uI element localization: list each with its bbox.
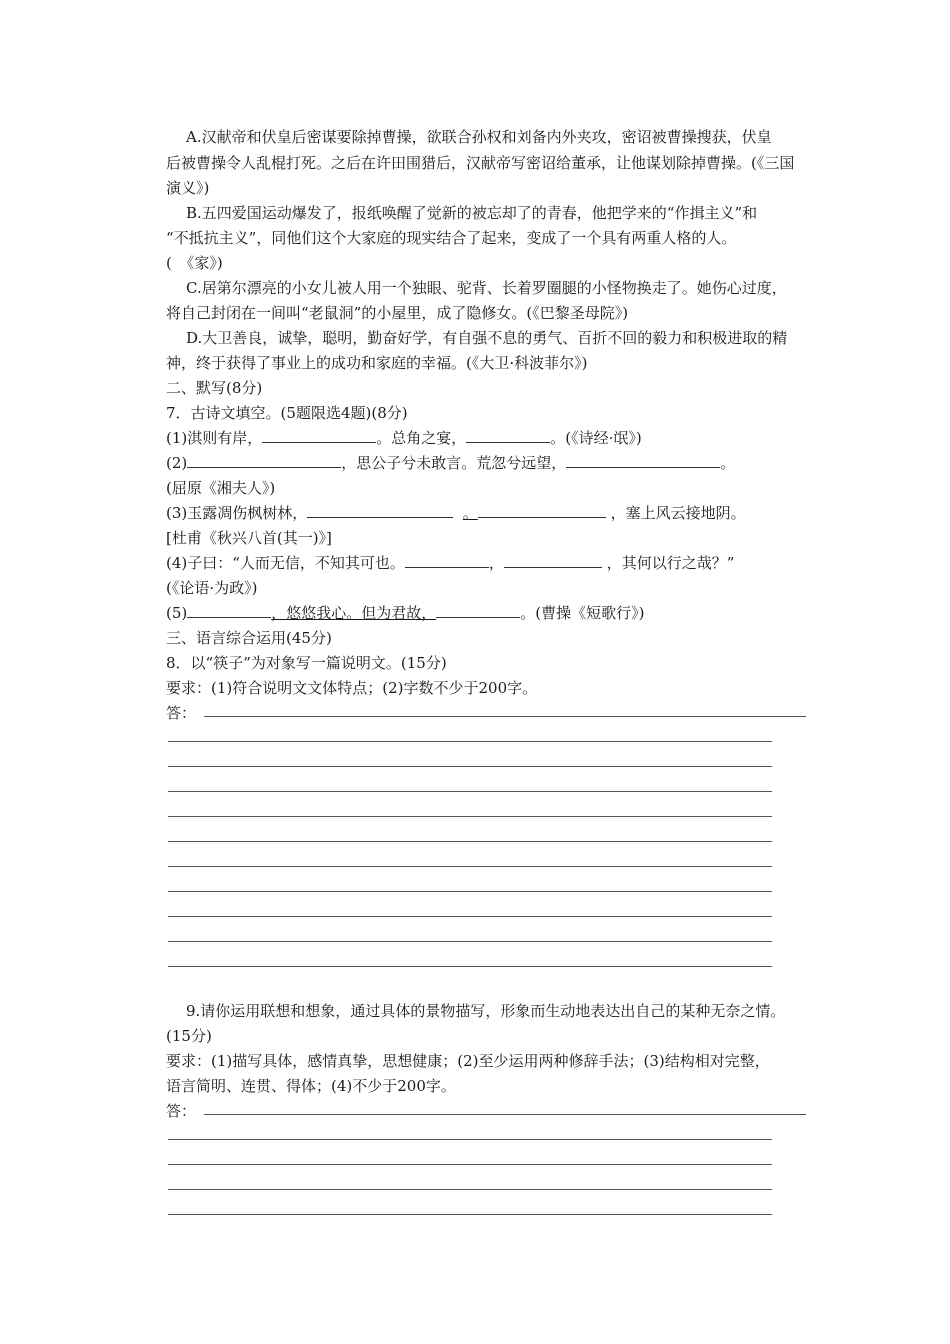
answer-line[interactable] [168, 891, 772, 892]
option-b-line1: B.五四爱国运动爆发了，报纸唤醒了觉新的被忘却了的青春，他把学来的“作揖主义”和 [186, 204, 758, 222]
question-9-req-line2: 语言简明、连贯、得体；(4)不少于200字。 [166, 1077, 456, 1095]
item4-part-b: ， [488, 554, 504, 572]
answer-line[interactable] [168, 841, 772, 842]
item1-part-a: (1)淇则有岸， [166, 429, 263, 447]
item2-part-b: ，思公子兮未敢言。荒忽兮远望， [341, 454, 567, 472]
answer-line[interactable] [168, 1164, 772, 1165]
answer-line[interactable] [168, 866, 772, 867]
item5-part-c: 。(曹操《短歌行》) [520, 604, 645, 622]
poem-item-5 [166, 602, 644, 624]
poem-item-2 [166, 452, 735, 474]
answer-line[interactable] [168, 791, 772, 792]
option-b-line3: ( 《家》) [166, 254, 223, 272]
section2-heading: 二、默写(8分) [166, 379, 263, 397]
question-8: 8．以“筷子”为对象写一篇说明文。(15分) [166, 654, 447, 672]
answer-label-8: 答： [166, 704, 197, 722]
option-a-line2: 后被曹操令人乱棍打死。之后在许田围猎后，汉献帝写密诏给董承，让他谋划除掉曹操。(《三国 [166, 154, 795, 172]
option-c-line2: 将自己封闭在一间叫“老鼠洞”的小屋里，成了隐修女。(《巴黎圣母院》) [166, 304, 629, 322]
option-d-line1: D.大卫善良，诚挚，聪明，勤奋好学，有自强不息的勇气、百折不回的毅力和积极进取的精 [186, 329, 788, 347]
item2-part-a: (2) [166, 454, 188, 472]
option-d-line2: 神，终于获得了事业上的成功和家庭的幸福。(《大卫·科波菲尔》) [166, 354, 588, 372]
blank-field[interactable] [466, 427, 550, 443]
item3-part-b: 。 [462, 504, 478, 522]
item5-part-b: ，悠悠我心。但为君故， [271, 604, 437, 622]
blank-field[interactable] [262, 427, 376, 443]
blank-field[interactable] [187, 452, 341, 468]
question-9-line2: (15分) [166, 1027, 212, 1045]
blank-field[interactable] [405, 552, 489, 568]
option-c-line1: C.居第尔漂亮的小女儿被人用一个独眼、驼背、长着罗圈腿的小怪物换走了。她伤心过度， [186, 279, 787, 297]
question-9-line1: 9.请你运用联想和想象，通过具体的景物描写，形象而生动地表达出自己的某种无奈之情。 [186, 1002, 786, 1020]
answer-line[interactable] [168, 1214, 772, 1215]
option-b-line2: “不抵抗主义”，同他们这个大家庭的现实结合了起来，变成了一个具有两重人格的人。 [166, 229, 737, 247]
blank-field[interactable] [436, 602, 520, 618]
item5-part-a: (5) [166, 604, 188, 622]
answer-line[interactable] [168, 916, 772, 917]
blank-field[interactable] [504, 552, 602, 568]
answer-line[interactable] [168, 741, 772, 742]
answer-line[interactable] [168, 1189, 772, 1190]
blank-field[interactable] [187, 602, 271, 618]
blank-field[interactable] [566, 452, 720, 468]
answer-line[interactable] [168, 1139, 772, 1140]
poem-item-3 [166, 502, 746, 524]
poem-item-4 [166, 552, 734, 574]
answer-line[interactable] [168, 816, 772, 817]
answer-line[interactable] [168, 766, 772, 767]
option-a-line3: 演义》) [166, 179, 210, 197]
item1-part-b: 。总角之宴， [376, 429, 467, 447]
answer-line[interactable] [168, 941, 772, 942]
question-7: 7．古诗文填空。(5题限选4题)(8分) [166, 404, 408, 422]
answer-label-9: 答： [166, 1102, 197, 1120]
answer-line[interactable] [204, 716, 806, 717]
item4-part-a: (4)子曰：“人而无信，不知其可也。 [166, 554, 405, 572]
answer-line[interactable] [204, 1114, 806, 1115]
poem-item-1 [166, 427, 642, 449]
item3-part-a: (3)玉露凋伤枫树林， [166, 504, 308, 522]
item4-source: (《论语·为政》) [166, 579, 258, 597]
option-a-line1: A.汉献帝和伏皇后密谋要除掉曹操，欲联合孙权和刘备内外夹攻，密诏被曹操搜获，伏皇 [186, 128, 772, 146]
item4-part-c: ，其何以行之哉？” [606, 554, 735, 572]
section3-heading: 三、语言综合运用(45分) [166, 629, 332, 647]
blank-field[interactable] [478, 502, 606, 518]
question-9-req-line1: 要求：(1)描写具体，感情真挚，思想健康；(2)至少运用两种修辞手法；(3)结构相对完整， [166, 1052, 770, 1070]
item2-source: (屈原《湘夫人》) [166, 479, 276, 497]
item1-part-c: 。(《诗经·氓》) [550, 429, 642, 447]
item2-part-c: 。 [720, 454, 736, 472]
item3-part-c: ，塞上风云接地阴。 [610, 504, 746, 522]
answer-line[interactable] [168, 966, 772, 967]
item3-source: [杜甫《秋兴八首(其一)》] [166, 529, 332, 547]
blank-field[interactable] [307, 502, 453, 518]
question-8-requirements: 要求：(1)符合说明文文体特点；(2)字数不少于200字。 [166, 679, 538, 697]
